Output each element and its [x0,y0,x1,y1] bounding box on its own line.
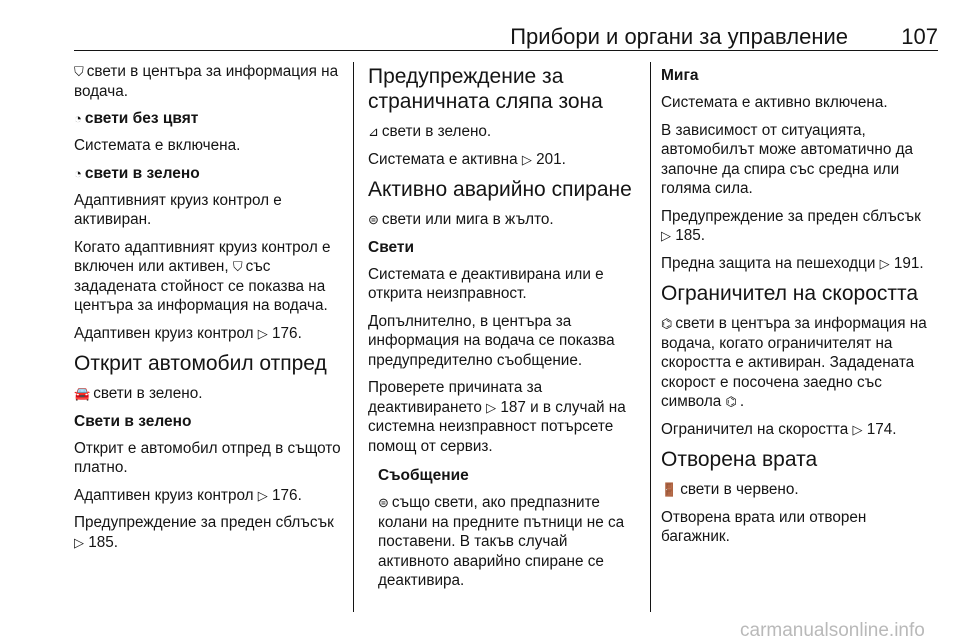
paragraph: Допълнително, в центъра за информация на водача се показва предупредително съобщение. [368,312,615,369]
paragraph: Предна защита на пешеходци ▷ 191. [661,254,924,272]
subheading: ◔ свети в зелено [74,164,200,182]
emergency-braking-icon: ⊜ [378,495,389,510]
note-box [368,466,640,591]
reference-arrow-icon: ▷ [852,421,863,437]
paragraph: Проверете причината за деактивирането ▷ 187 и в случай на системна неизправност потърсете помощ от сервиз. [368,379,626,455]
paragraph: Адаптивният круиз контрол е активиран. [74,191,282,228]
paragraph: Открит е автомобил отпред в същото платно. [74,439,341,476]
section-heading: Отворена врата [661,448,818,471]
paragraph: 🚘 свети в зелено. [74,385,203,402]
paragraph: Предупреждение за преден сблъсък ▷ 185. [74,514,334,551]
watermark: carmanualsonline.info [740,620,925,641]
paragraph: ⌬ свети в центъра за информация на водача, когато ограничителят на скоростта е активиран. Зададената скорост е посочена заедно със символа ⌬ . [661,315,927,410]
page-number: 107 [901,24,938,49]
paragraph: Системата е активна ▷ 201. [368,150,566,168]
paragraph: В зависимост от ситуацията, автомобилът може автоматично да започне да спира със средна или голяма сила. [661,121,914,197]
paragraph: 🚪 свети в червено. [661,481,799,498]
column-2 [368,62,640,599]
speed-limiter-icon: ⌬ [661,316,673,331]
column-divider [650,62,651,612]
column-divider [353,62,354,612]
subheading: Мига [661,67,699,84]
header-rule [74,50,938,51]
page-title: Прибори и органи за управление [510,24,848,49]
emergency-braking-icon: ⊜ [368,212,379,227]
paragraph: Ограничител на скоростта ▷ 174. [661,420,897,438]
note-text: ⊜ също свети, ако предпазните колани на предните пътници не са поставени. В такъв случай активното аварийно спиране се деактивира. [378,494,625,589]
subheading: Свети [368,238,415,256]
subheading: Свети в зелено [74,412,192,430]
reference-arrow-icon: ▷ [257,325,268,341]
paragraph: Системата е активно включена. [661,94,888,111]
paragraph: ⛉ свети в центъра за информация на водача. [74,63,339,100]
paragraph: ⊜ свети или мига в жълто. [368,211,554,228]
paragraph: Отворена врата или отворен багажник. [661,508,867,545]
vehicle-ahead-icon: 🚘 [74,386,91,401]
paragraph: Предупреждение за преден сблъсък ▷ 185. [661,207,921,244]
reference-arrow-icon: ▷ [521,151,532,167]
speed-limiter-icon: ⌬ [725,394,737,409]
paragraph: Системата е деактивирана или е открита неизправност. [368,265,604,302]
paragraph: Адаптивен круиз контрол ▷ 176. [74,486,302,504]
reference-arrow-icon: ▷ [74,534,84,550]
reference-arrow-icon: ▷ [486,399,497,415]
note-title: Съобщение [378,467,469,484]
column-3 [661,62,931,555]
cruise-control-icon: ◔ [74,165,82,181]
reference-arrow-icon: ▷ [879,255,890,271]
paragraph: Когато адаптивният круиз контрол е включен или активен, ⛉ със зададената стойност се показва на центъра за информация на водача. [74,238,331,314]
cruise-speed-icon: ⛉ [74,64,84,79]
paragraph: Адаптивен круиз контрол ▷ 176. [74,324,302,342]
paragraph: Системата е включена. [74,137,241,154]
cruise-control-icon: ◔ [74,111,82,126]
reference-arrow-icon: ▷ [661,228,671,243]
subheading: ◔ свети без цвят [74,110,199,127]
column-1 [74,62,342,560]
side-blind-zone-icon: ⊿ [368,124,379,139]
reference-arrow-icon: ▷ [257,487,268,503]
section-heading: Открит автомобил отпред [74,352,327,375]
section-heading: Предупреждение за страничната сляпа зона [368,65,603,113]
paragraph: ⊿ свети в зелено. [368,123,492,140]
section-heading: Ограничител на скоростта [661,282,919,305]
door-open-icon: 🚪 [661,482,678,497]
page-header [74,18,938,50]
section-heading: Активно аварийно спиране [368,178,632,201]
cruise-speed-icon: ⛉ [232,259,243,274]
